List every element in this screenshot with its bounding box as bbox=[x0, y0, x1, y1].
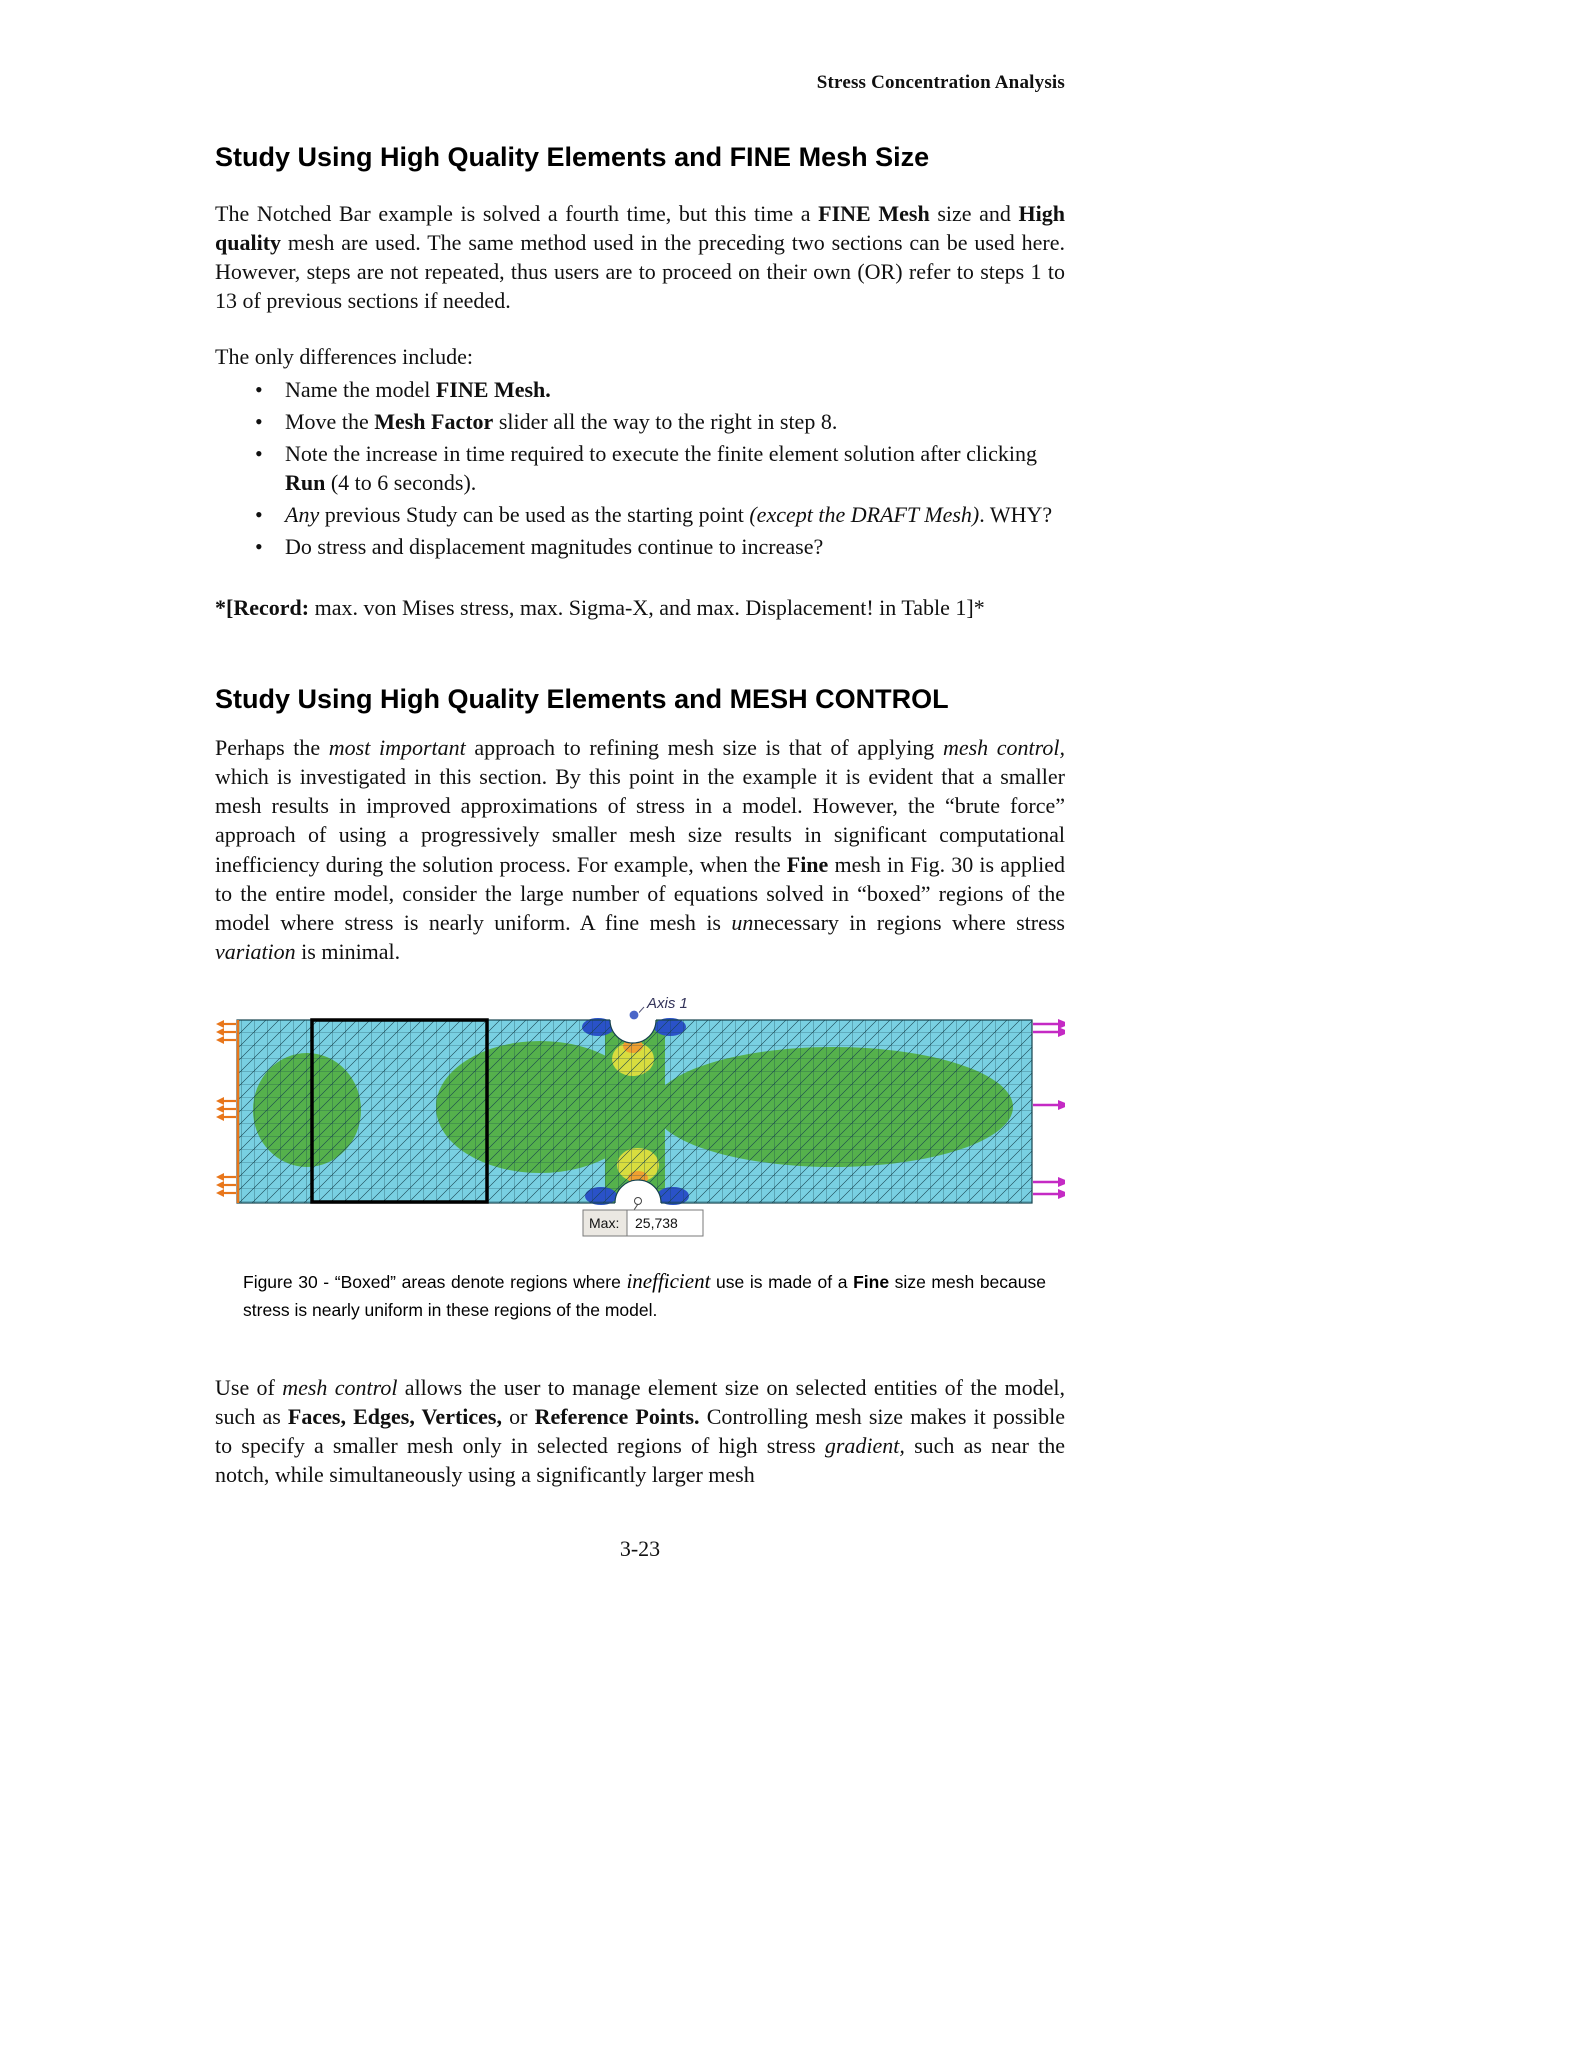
differences-list bbox=[215, 375, 1065, 561]
max-label: Max: bbox=[589, 1214, 620, 1231]
callout-anchor-dot bbox=[635, 1197, 642, 1204]
notched-bar-stress-field bbox=[237, 994, 1032, 1226]
mesh-overlay bbox=[237, 1020, 1032, 1203]
axis-label: Axis 1 bbox=[647, 994, 688, 1012]
bullet-text: Move the Mesh Factor slider all the way to the right in step 8. bbox=[285, 409, 838, 435]
load-arrows-right bbox=[1033, 1019, 1065, 1199]
page-number: 3-23 bbox=[619, 1535, 661, 1561]
bullet-item bbox=[285, 375, 1065, 404]
mesh-control-closing-paragraph: Use of mesh control allows the user to manage element size on selected entities of the model, such as Faces, Edges, Vertices, or Reference Points. Controlling mesh size makes it possible to specify a smaller mesh only in selected regions of high stress gradient, such as near the notch, while simultaneously using a significantly larger mesh bbox=[215, 1375, 1066, 1488]
bullet-text: Any previous Study can be used as the starting point (except the DRAFT Mesh). WHY? bbox=[285, 502, 1053, 528]
bullet-item bbox=[285, 500, 1065, 529]
bullet-text: Do stress and displacement magnitudes continue to increase? bbox=[285, 534, 824, 560]
record-note: *[Record: max. von Mises stress, max. Sigma-X, and max. Displacement! in Table 1]* bbox=[215, 595, 985, 621]
section-title-fine-mesh: Study Using High Quality Elements and FINE Mesh Size bbox=[215, 142, 930, 172]
section-title-mesh-control: Study Using High Quality Elements and MESH CONTROL bbox=[215, 684, 949, 715]
max-value: 25,738 bbox=[635, 1214, 678, 1231]
figure-30 bbox=[215, 993, 1065, 1324]
bullet-text: Name the model FINE Mesh. bbox=[285, 377, 551, 403]
fixture-arrows-left bbox=[216, 1020, 238, 1203]
mesh-control-paragraph: Perhaps the most important approach to refining mesh size is that of applying mesh control, which is investigated in this section. By this point in the example it is evident that a smaller mesh results in improved approximations of stress in a model. However, the “brute force” approach of using a progressively smaller mesh size results in significant computational inefficiency during the solution process. For example, when the Fine mesh in Fig. 30 is applied to the entire model, consider the large number of equations solved in “boxed” regions of the model where stress is nearly uniform. A fine mesh is unnecessary in regions where stress variation is minimal. bbox=[215, 735, 1066, 964]
bullet-item bbox=[285, 439, 1065, 497]
bullet-item bbox=[285, 407, 1065, 436]
bullet-text: Note the increase in time required to execute the finite element solution after clicking Run (4 to 6 seconds). bbox=[285, 441, 1037, 496]
running-header: Stress Concentration Analysis bbox=[816, 72, 1065, 93]
fine-mesh-intro-paragraph: The Notched Bar example is solved a fourth time, but this time a FINE Mesh size and High quality mesh are used. The same method used in the preceding two sections can be used here. However, steps are not repeated, thus users are to proceed on their own (OR) refer to steps 1 to 13 of previous sections if needed. bbox=[215, 201, 1066, 314]
bullet-item bbox=[285, 532, 1065, 561]
axis-marker-icon bbox=[629, 1010, 639, 1020]
fea-mesh-image bbox=[215, 993, 1065, 1251]
differences-lead-in: The only differences include: bbox=[215, 344, 473, 370]
figure-caption: Figure 30 - “Boxed” areas denote regions where inefficient use is made of a Fine size mesh because stress is nearly uniform in these regions of the model. bbox=[243, 1268, 1046, 1321]
